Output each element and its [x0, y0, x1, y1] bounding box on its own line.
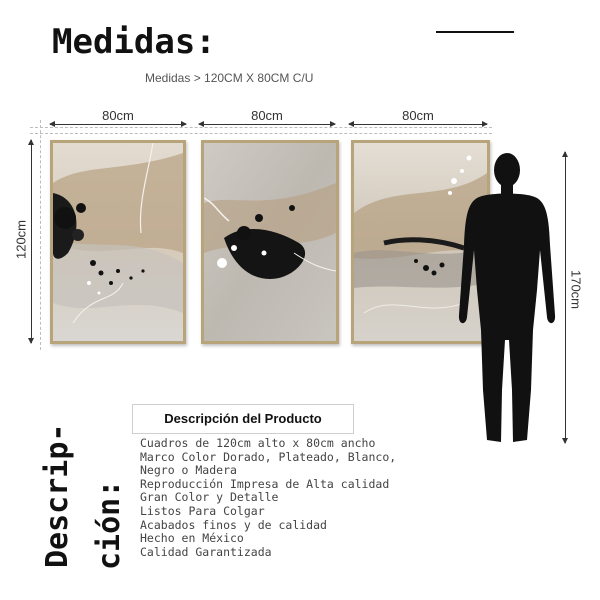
list-item: Negro o Madera	[140, 463, 237, 478]
width-label-2: 80cm	[251, 108, 283, 123]
guide-line-top-2	[30, 133, 492, 134]
person-height-label: 170cm	[568, 269, 584, 310]
width-label-3: 80cm	[402, 108, 434, 123]
width-arrow-3	[349, 124, 487, 125]
height-arrow	[31, 140, 32, 343]
width-arrow-1	[50, 124, 186, 125]
abstract-art-1	[53, 143, 183, 341]
list-item: Cuadros de 120cm alto x 80cm ancho	[140, 436, 376, 450]
height-label: 120cm	[13, 219, 29, 260]
product-description-header: Descripción del Producto	[132, 404, 354, 434]
list-item: Gran Color y Detalle	[140, 490, 279, 505]
product-description-list	[140, 437, 396, 559]
top-decorative-rule	[436, 31, 514, 33]
abstract-art-2	[204, 143, 336, 341]
page-title: Medidas:	[52, 22, 216, 62]
list-item: Reproducción Impresa de Alta calidad	[140, 476, 390, 491]
measurements-subtitle: Medidas > 120CM X 80CM C/U	[145, 71, 314, 85]
width-arrow-2	[199, 124, 335, 125]
list-item: Hecho en México	[140, 531, 244, 546]
guide-line-top	[30, 127, 492, 128]
description-side-title-line2: ción:	[92, 479, 127, 570]
list-item: Listos Para Colgar	[140, 503, 265, 518]
art-panel-2	[201, 140, 339, 344]
art-panel-1	[50, 140, 186, 344]
list-item: Acabados finos y de calidad	[140, 517, 327, 532]
list-item: Marco Color Dorado, Plateado, Blanco,	[140, 449, 397, 464]
person-height-arrow	[565, 152, 566, 443]
width-label-1: 80cm	[102, 108, 134, 123]
description-side-title-line1: Descrip-	[40, 423, 75, 568]
guide-line-left	[40, 120, 41, 350]
list-item: Calidad Garantizada	[140, 544, 272, 559]
person-silhouette	[455, 150, 559, 445]
